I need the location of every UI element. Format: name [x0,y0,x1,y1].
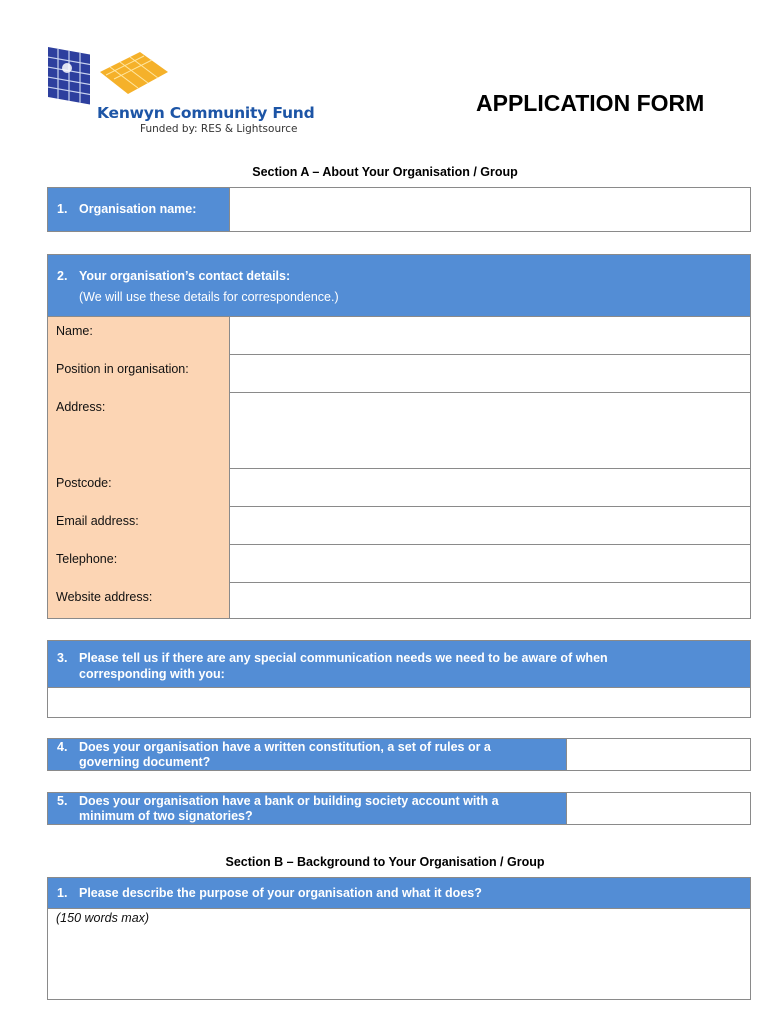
question-3-header: 3. Please tell us if there are any special communication needs we need to be aware of when corresponding with you: [48,641,750,687]
logo-funded-by: Funded by: RES & Lightsource [140,123,298,135]
organisation-name-field[interactable] [230,188,750,231]
purpose-description-field[interactable] [48,909,750,999]
question-2-contact-details [47,254,751,619]
section-b-heading: Section B – Background to Your Organisation / Group [225,855,545,869]
telephone-label: Telephone: [48,544,229,582]
postcode-label: Postcode: [48,468,229,506]
section-b-question-1-header: 1. Please describe the purpose of your organisation and what it does? [48,878,750,908]
question-2-header: 2. Your organisation’s contact details: (We will use these details for correspondence.) [48,255,750,316]
postcode-field[interactable] [230,469,750,506]
question-2-note: (We will use these details for correspondence.) [79,290,339,304]
website-label: Website address: [48,582,229,618]
question-4-constitution [47,738,751,771]
form-title: APPLICATION FORM [476,90,705,116]
telephone-field[interactable] [230,545,750,582]
question-4-header: 4. Does your organisation have a written constitution, a set of rules or a governing document? [48,739,566,770]
position-field[interactable] [230,355,750,392]
question-5-bank-account [47,792,751,825]
logo-name: Kenwyn Community Fund [97,104,315,122]
name-field[interactable] [230,317,750,354]
section-b-question-1-purpose [47,877,751,1000]
bank-account-answer-field[interactable] [567,793,750,824]
constitution-answer-field[interactable] [567,739,750,770]
word-limit-hint: (150 words max) [56,911,150,925]
question-1-organisation-name [47,187,751,232]
email-field[interactable] [230,507,750,544]
question-1-label: 1. Organisation name: [48,188,229,231]
address-label: Address: [48,392,229,468]
name-label: Name: [48,316,229,354]
question-2-label: Your organisation’s contact details: [79,269,291,283]
question-3-communication-needs [47,640,751,718]
website-field[interactable] [230,583,750,618]
email-label: Email address: [48,506,229,544]
section-a-heading: Section A – About Your Organisation / Group [252,165,518,179]
communication-needs-field[interactable] [48,688,750,717]
address-field[interactable] [230,393,750,468]
position-label: Position in organisation: [48,354,229,392]
question-5-header: 5. Does your organisation have a bank or building society account with a minimum of two signatories? [48,793,566,824]
